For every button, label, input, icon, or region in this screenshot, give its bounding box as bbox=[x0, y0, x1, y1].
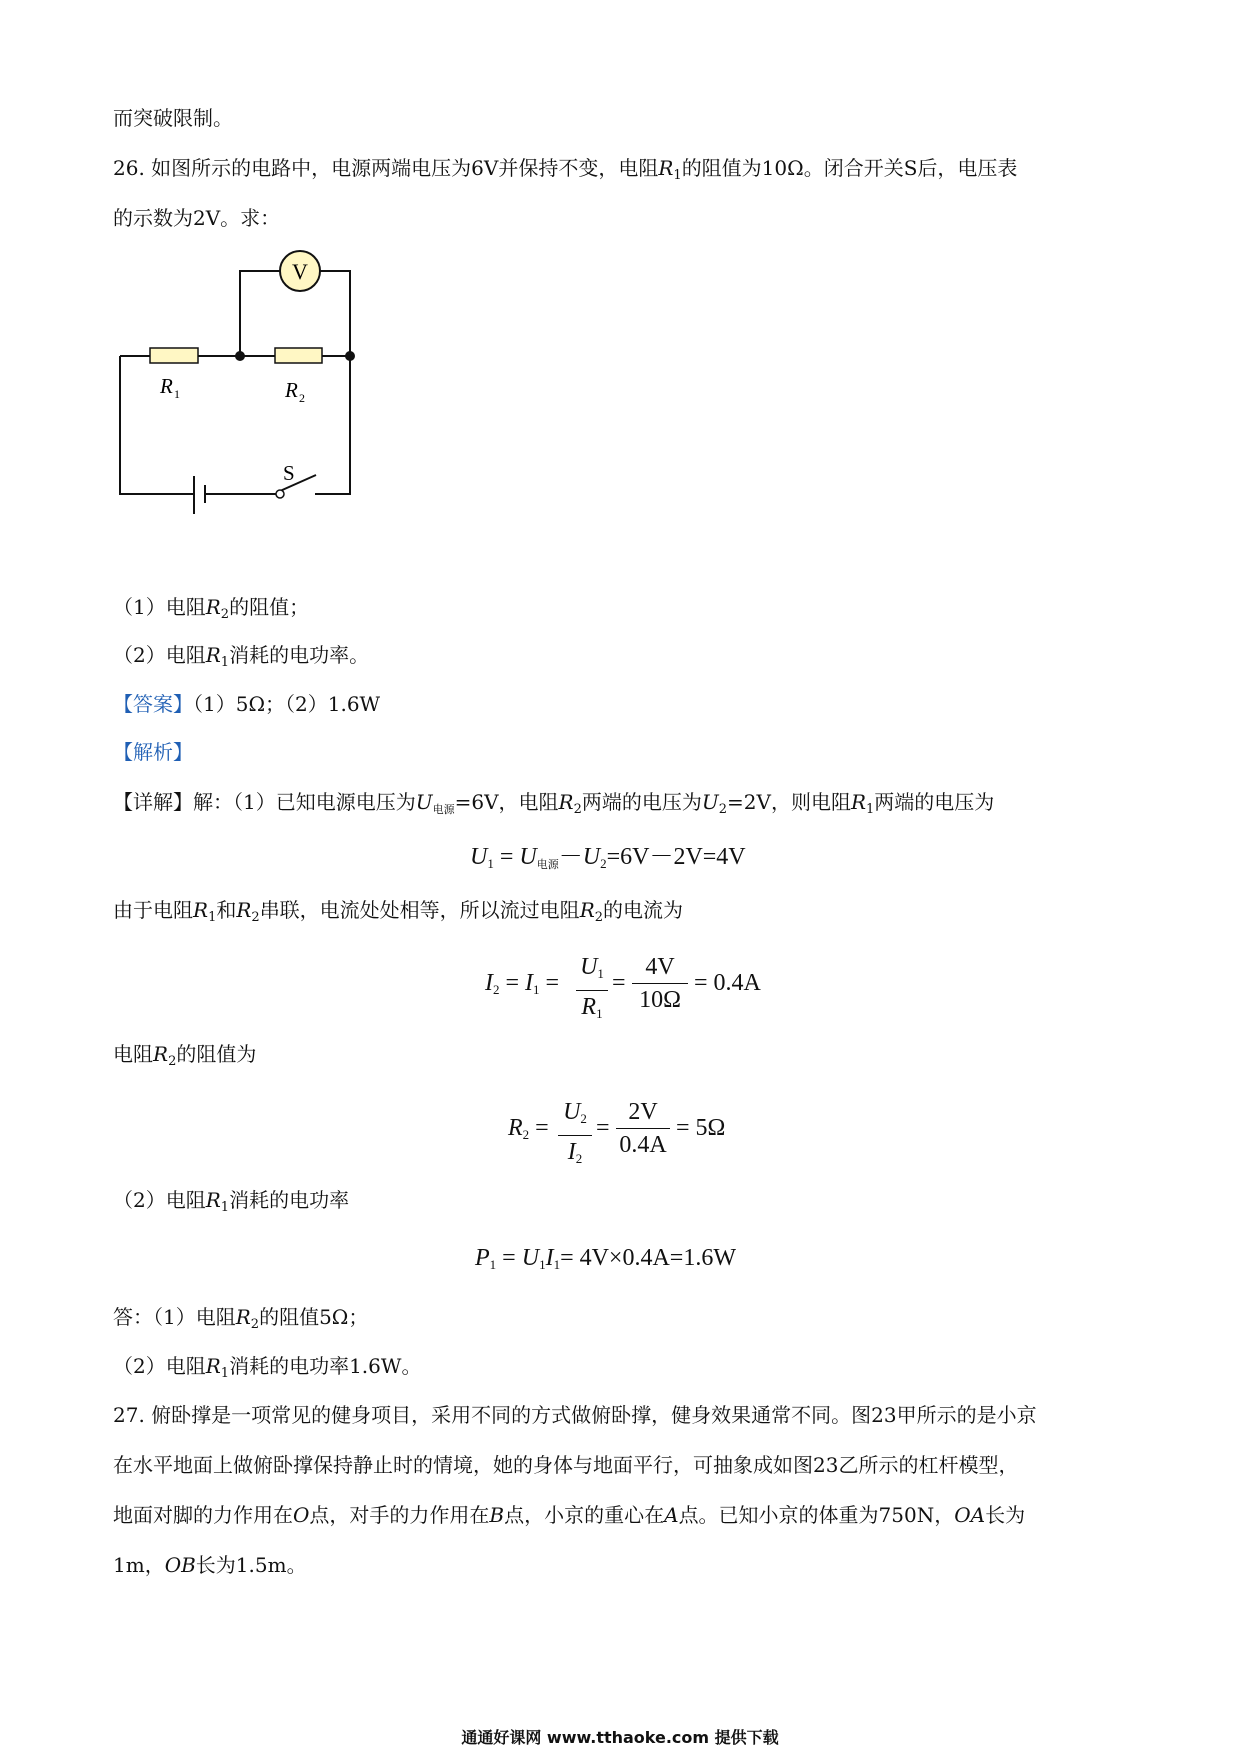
answer-tag: 【答案】 bbox=[113, 692, 193, 716]
q26-detail: 【详解】解：（1）已知电源电压为$U_{电源}=6V$，电阻$R_2$两端的电压为$U_2=2V$，则电阻$R_1$两端的电压为 bbox=[113, 790, 995, 817]
equation-power: $P_1 = U_1I_1= 4V\times 0.4A=1.6W$ bbox=[475, 1245, 736, 1272]
q26-analysis-tag: 【解析】 bbox=[113, 740, 193, 764]
q26-stem: 26. 如图所示的电路中，电源两端电压为6V并保持不变，电阻$R_1$的阻值为10Ω。闭合开关S后，电压表 bbox=[113, 156, 1018, 183]
q27-line4: 1m，OB长为1.5m。 bbox=[113, 1553, 307, 1577]
intro-end-text: 而突破限制。 bbox=[113, 106, 233, 130]
q26-final-answer-1: 答：（1）电阻$R_2$的阻值5Ω； bbox=[113, 1305, 369, 1332]
junction-dot-left bbox=[235, 351, 245, 361]
page-footer: 通通好课网 www.tthaoke.com 提供下载 bbox=[461, 1728, 779, 1747]
q26-r2-value-text: 电阻$R_2$的阻值为 bbox=[113, 1042, 257, 1069]
junction-dot-right bbox=[345, 351, 355, 361]
resistor-r1 bbox=[150, 348, 198, 363]
equation-u1: $U_1 = U_{电源}-U_2=6V-2V=4V$ bbox=[470, 844, 746, 871]
q26-series-text: 由于电阻$R_1$和$R_2$串联，电流处处相等，所以流过电阻$R_2$的电流为 bbox=[113, 898, 684, 925]
q26-part1: （1）电阻$R_2$的阻值； bbox=[113, 595, 310, 622]
switch-label: S bbox=[283, 461, 295, 485]
q26-part2: （2）电阻$R_1$消耗的电功率。 bbox=[113, 643, 370, 670]
resistor-r2 bbox=[275, 348, 322, 363]
r2-label: R bbox=[285, 378, 298, 402]
r1-label-sub: 1 bbox=[174, 387, 180, 401]
circuit-diagram bbox=[110, 250, 370, 530]
q26-answer: 【答案】（1）5Ω；（2）1.6W bbox=[113, 692, 381, 716]
r1-label: R bbox=[160, 374, 173, 398]
q26-power-text: （2）电阻$R_1$消耗的电功率 bbox=[113, 1188, 350, 1215]
q27-line2: 在水平地面上做俯卧撑保持静止时的情境，她的身体与地面平行，可抽象成如图23乙所示的杠杆模型， bbox=[113, 1453, 1019, 1477]
r2-label-sub: 2 bbox=[299, 391, 305, 405]
switch-contact bbox=[276, 490, 284, 498]
q27-line1: 27. 俯卧撑是一项常见的健身项目，采用不同的方式做俯卧撑，健身效果通常不同。图23甲所示的是小京 bbox=[113, 1403, 1037, 1427]
q26-stem-line2: 的示数为2V。求： bbox=[113, 206, 281, 230]
q27-line3: 地面对脚的力作用在O点，对手的力作用在B点，小京的重心在A点。已知小京的体重为750N，OA长为 bbox=[113, 1503, 1026, 1527]
voltmeter-label: V bbox=[292, 259, 308, 284]
q26-final-answer-2: （2）电阻$R_1$消耗的电功率1.6W。 bbox=[113, 1354, 422, 1381]
